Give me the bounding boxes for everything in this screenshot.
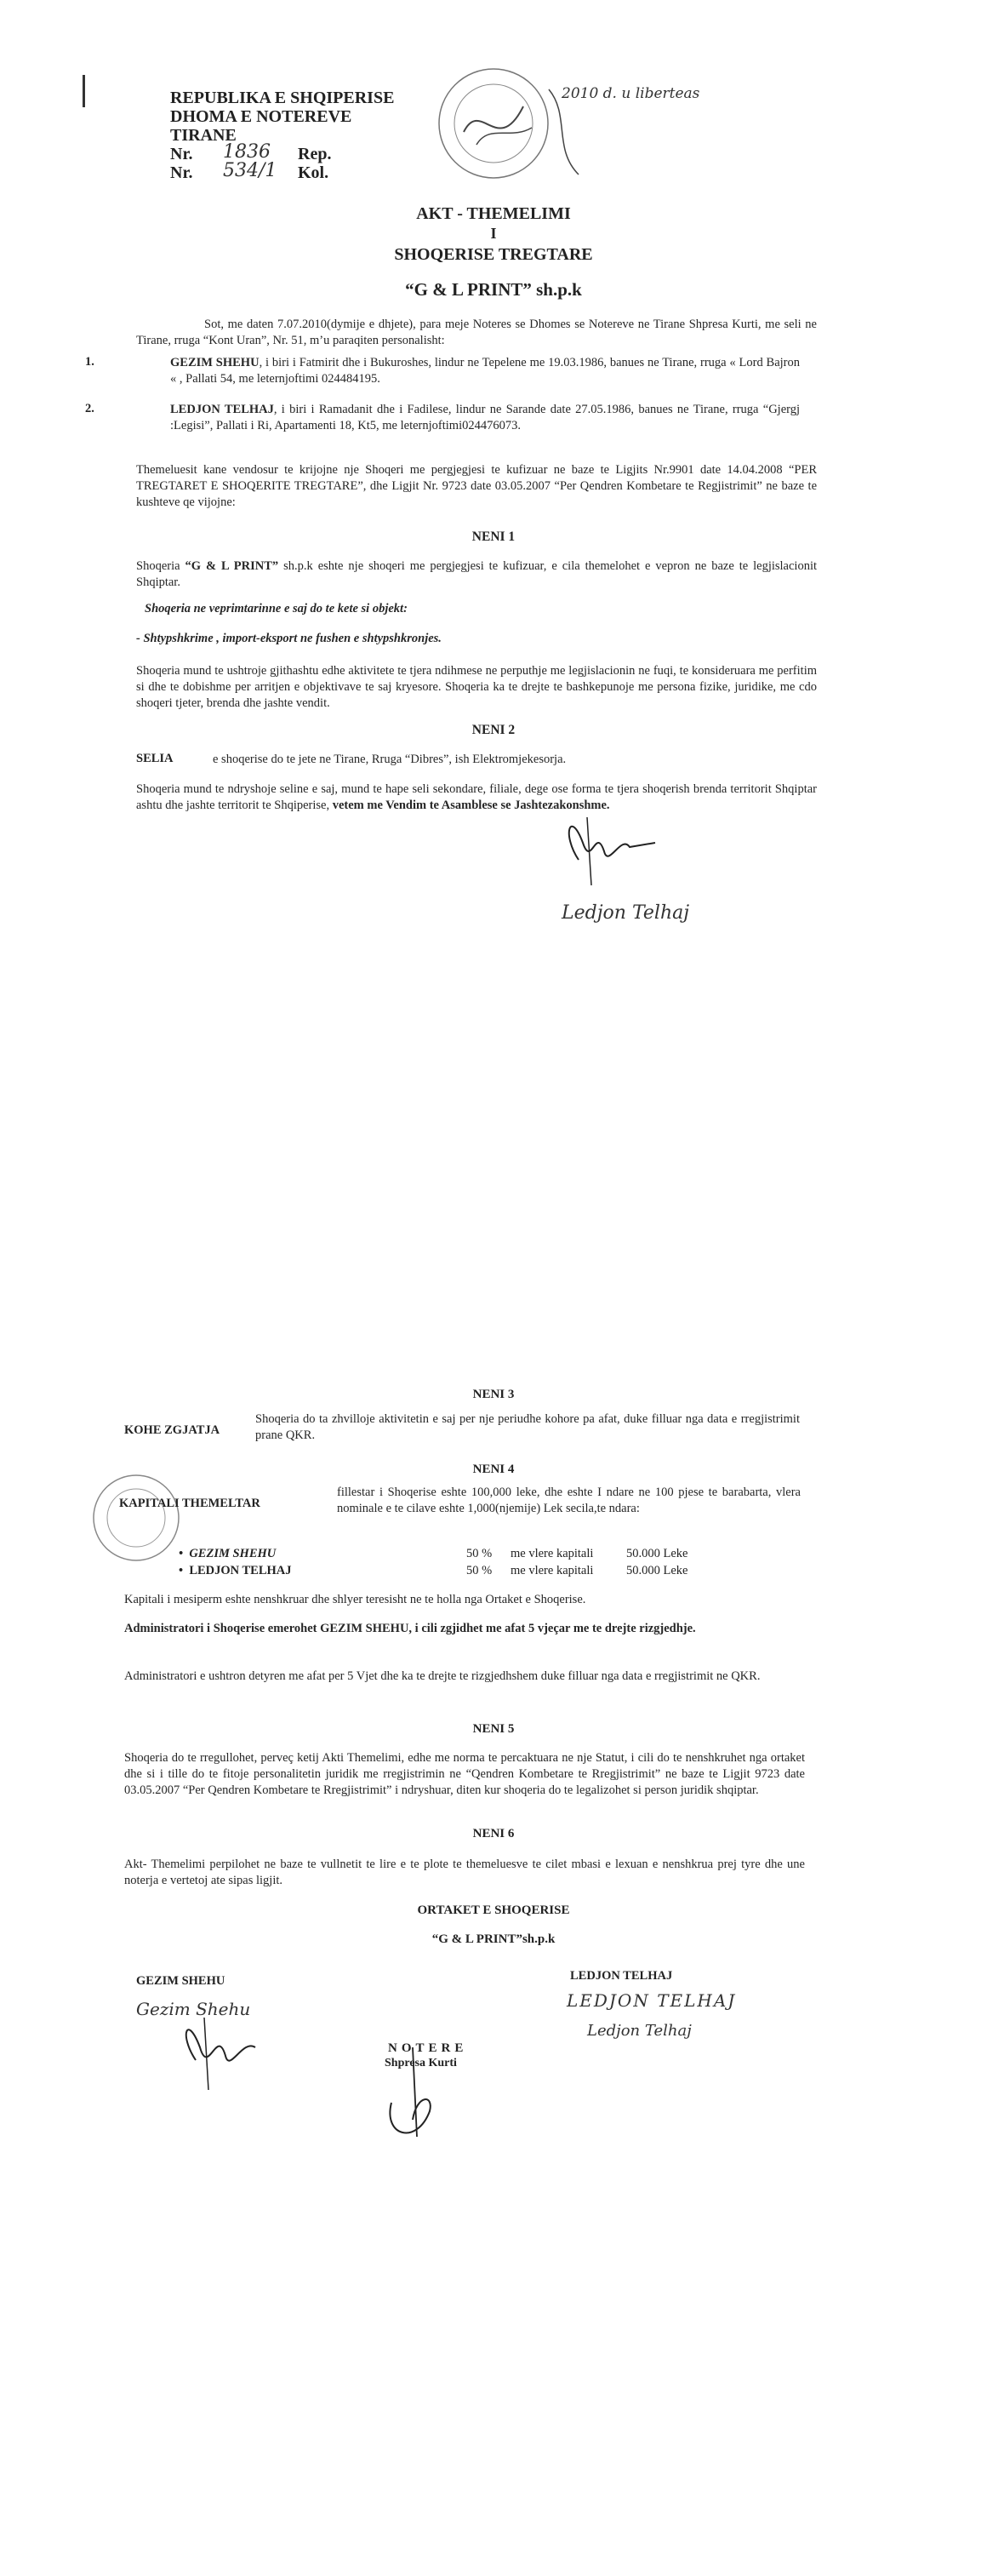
share-1-amount: 50.000 Leke	[626, 1547, 688, 1560]
share-1-desc: me vlere kapitali	[511, 1547, 594, 1560]
neni-5-heading: NENI 5	[472, 1722, 515, 1736]
title-company: “G & L PRINT” sh.p.k	[405, 279, 582, 300]
notary-name: Shpresa Kurti	[385, 2057, 457, 2069]
nr-label-rep: Nr.	[170, 145, 193, 163]
nr-label-kol: Nr.	[170, 163, 193, 182]
selia-label: SELIA	[136, 752, 174, 765]
neni-1-paragraph	[136, 558, 817, 591]
header-dhoma: DHOMA E NOTEREVE	[170, 107, 352, 126]
share-2-name	[179, 1564, 292, 1578]
right-signatory-name: LEDJON TELHAJ	[570, 1969, 673, 1983]
capital-paid-paragraph: Kapitali i mesiperm eshte nenshkruar dhe shlyer teresisht ne te holla nga Ortaket e Shoqerise.	[124, 1593, 586, 1606]
signature-name-page-1: Ledjon Telhaj	[562, 902, 690, 924]
person-2-details: , i biri i Ramadanit dhe i Fadilese, lindur ne Sarande date 27.05.1986, banues ne Tirane, rruga “Gjergj :Legisi”, Pallati i Ri, Apartamenti 18, Kt5, me leternjoftimi024476073.	[170, 403, 800, 432]
share-1-name-text: GEZIM SHEHU	[189, 1547, 277, 1560]
left-signatory-name: GEZIM SHEHU	[136, 1974, 225, 1988]
rep-label: Rep.	[298, 145, 332, 163]
kapitali-label: KAPITALI THEMELTAR	[119, 1497, 260, 1510]
person-2-number: 2.	[85, 402, 94, 415]
intro-paragraph: Sot, me daten 7.07.2010(dymije e dhjete), para meje Noteres se Dhomes se Notereve ne Tirane Shpresa Kurti, me seli ne Tirane, rruga “Kont Uran”, Nr. 51, m’u paraqiten personalisht:	[136, 318, 817, 347]
person-1-details: , i biri i Fatmirit dhe i Bukuroshes, lindur ne Tepelene me 19.03.1986, banues ne Tirane, rruga « Lord Bajron « , Pallati 54, me leternjoftimi 024484195.	[170, 356, 801, 386]
neni-4-paragraph: fillestar i Shoqerise eshte 100,000 leke, dhe eshte I ndare ne 100 pjese te barabarta, vlera nominale e te cilave eshte 1,000(njemije) Lek secila,te ndara:	[337, 1485, 801, 1515]
administrator-bold-paragraph: Administratori i Shoqerise emerohet GEZIM SHEHU, i cili zgjidhet me afat 5 vjeçar me te drejte rizgjedhje.	[124, 1622, 696, 1635]
kol-number: 534/1	[223, 160, 277, 181]
object-item: - Shtypshkrime , import-eksport ne fushen e shtypshkronjes.	[136, 632, 442, 645]
share-1-percent: 50 %	[466, 1547, 493, 1560]
margin-handwritten-note: 2010 d. u liberteas	[562, 85, 700, 102]
neni-2-paragraph	[136, 781, 817, 814]
title-shoqerise: SHOQERISE TREGTARE	[394, 245, 593, 264]
neni-2-heading: NENI 2	[471, 723, 516, 737]
notary-stamp	[430, 64, 557, 183]
neni-2-text-pre: Shoqeria mund te ndryshoje seline e saj, mund te hape seli sekondare, filiale, dege ose forma te tjera shoqerish brenda territorit Shqiptar ashtu dhe jashte territorit te Shqiperise,	[136, 782, 817, 812]
person-1-name: GEZIM SHEHU	[170, 356, 260, 369]
header-tirane: TIRANE	[170, 126, 237, 145]
share-2-percent: 50 %	[466, 1564, 493, 1577]
neni-3-heading: NENI 3	[472, 1388, 515, 1401]
ortaket-heading: ORTAKET E SHOQERISE	[417, 1903, 570, 1917]
document-page-1	[0, 0, 987, 1277]
neni-1-heading: NENI 1	[471, 530, 516, 544]
title-i: I	[490, 225, 497, 242]
title-akt: AKT - THEMELIMI	[416, 204, 571, 223]
neni-1-company: “G & L PRINT”	[185, 559, 279, 573]
founders-paragraph: Themeluesit kane vendosur te krijojne nje Shoqeri me pergjegjesi te kufizuar ne baze te Ligjits Nr.9901 date 14.04.2008 “PER TREGTARET E SHOQERITE TREGTARE”, dhe Ligjit Nr. 9723 date 03.05.2007 “Per Qendren Kombetare te Regjistrimit” ne baze te kushteve qe vijojne:	[136, 463, 817, 509]
ortaket-company: “G & L PRINT”sh.p.k	[431, 1932, 556, 1946]
share-1-name	[179, 1547, 276, 1561]
margin-mark	[83, 75, 85, 107]
share-2-name-text: LEDJON TELHAJ	[189, 1564, 292, 1577]
neni-1-paragraph-2: Shoqeria mund te ushtroje gjithashtu edhe aktivitete te tjera ndihmese ne perputhje me legjislacionin ne fuqi, te konsideruara me perfitim si dhe te dobishme per arritjen e objektivave te saj kryesore. Shoqeria ka te drejte te bashkepunoje me persona fizike, juridike, me cdo shoqeri tjeter, brenda dhe jashte vendit.	[136, 664, 817, 710]
notary-signature	[366, 2043, 451, 2154]
person-2-paragraph	[170, 402, 800, 434]
notary-title: NOTERE	[388, 2041, 468, 2055]
person-2-name: LEDJON TELHAJ	[170, 403, 274, 416]
selia-text: e shoqerise do te jete ne Tirane, Rruga “Dibres”, ish Elektromjekesorja.	[213, 753, 567, 766]
left-handwritten-name: Gezim Shehu	[136, 1999, 251, 2019]
neni-2-text-bold: vetem me Vendim te Asamblese se Jashtezakonshme.	[332, 799, 610, 812]
signature-page-1	[545, 800, 664, 894]
kol-label: Kol.	[298, 163, 329, 182]
bullet-icon: •	[179, 1564, 190, 1577]
document-page-2	[0, 1277, 987, 2576]
kohe-zgjatja-label: KOHE ZGJATJA	[124, 1423, 220, 1437]
neni-5-paragraph: Shoqeria do te rregullohet, perveç ketij Akti Themelimi, edhe me norma te percaktuara ne nje Statut, i cili do te nenshkruhet nga ortaket dhe si i tille do te fitoje personalitetin juridik me rregjistrimin ne “Qendren Kombetare te Rregjistrimit” ne baze te Ligjit 9723 date 03.05.2007 “Per Qendren Kombetare te Rregjistrimit” i ndryshuar, diten kur shoqeria do te legalizohet si person juridik shqiptar.	[124, 1751, 805, 1797]
neni-1-text-post: sh.p.k eshte nje shoqeri me pergjegjesi te kufizuar, e cila themelohet e vepron ne baze te legjislacionit Shqiptar.	[136, 559, 817, 589]
bullet-icon: •	[179, 1547, 190, 1560]
neni-4-heading: NENI 4	[472, 1463, 515, 1476]
neni-6-paragraph: Akt- Themelimi perpilohet ne baze te vullnetit te lire e te plote te themeluesve te cilet mbasi e lexuan e nenshkrua prej tyre dhe une noterja e vertetoj ate sipas ligjit.	[124, 1858, 805, 1887]
neni-6-heading: NENI 6	[472, 1827, 515, 1840]
header-republika: REPUBLIKA E SHQIPERISE	[170, 89, 395, 107]
right-handwritten-caps: LEDJON TELHAJ	[567, 1990, 737, 2011]
neni-1-text-pre: Shoqeria	[136, 559, 185, 573]
share-2-amount: 50.000 Leke	[626, 1564, 688, 1577]
object-heading: Shoqeria ne veprimtarinne e saj do te kete si objekt:	[145, 602, 408, 615]
person-1-paragraph	[170, 355, 800, 387]
rep-number: 1836	[223, 141, 271, 163]
share-2-desc: me vlere kapitali	[511, 1564, 594, 1577]
left-signature	[170, 2009, 264, 2094]
administrator-paragraph: Administratori e ushtron detyren me afat per 5 Vjet dhe ka te drejte te rizgjedhshem duke filluar nga data e rregjistrimit ne QKR.	[124, 1669, 761, 1683]
person-1-number: 1.	[85, 355, 94, 369]
neni-3-paragraph: Shoqeria do ta zhvilloje aktivitetin e saj per nje periudhe kohore pa afat, duke filluar nga data e rregjistrimit prane QKR.	[255, 1412, 800, 1442]
right-handwritten-name: Ledjon Telhaj	[587, 2022, 692, 2040]
